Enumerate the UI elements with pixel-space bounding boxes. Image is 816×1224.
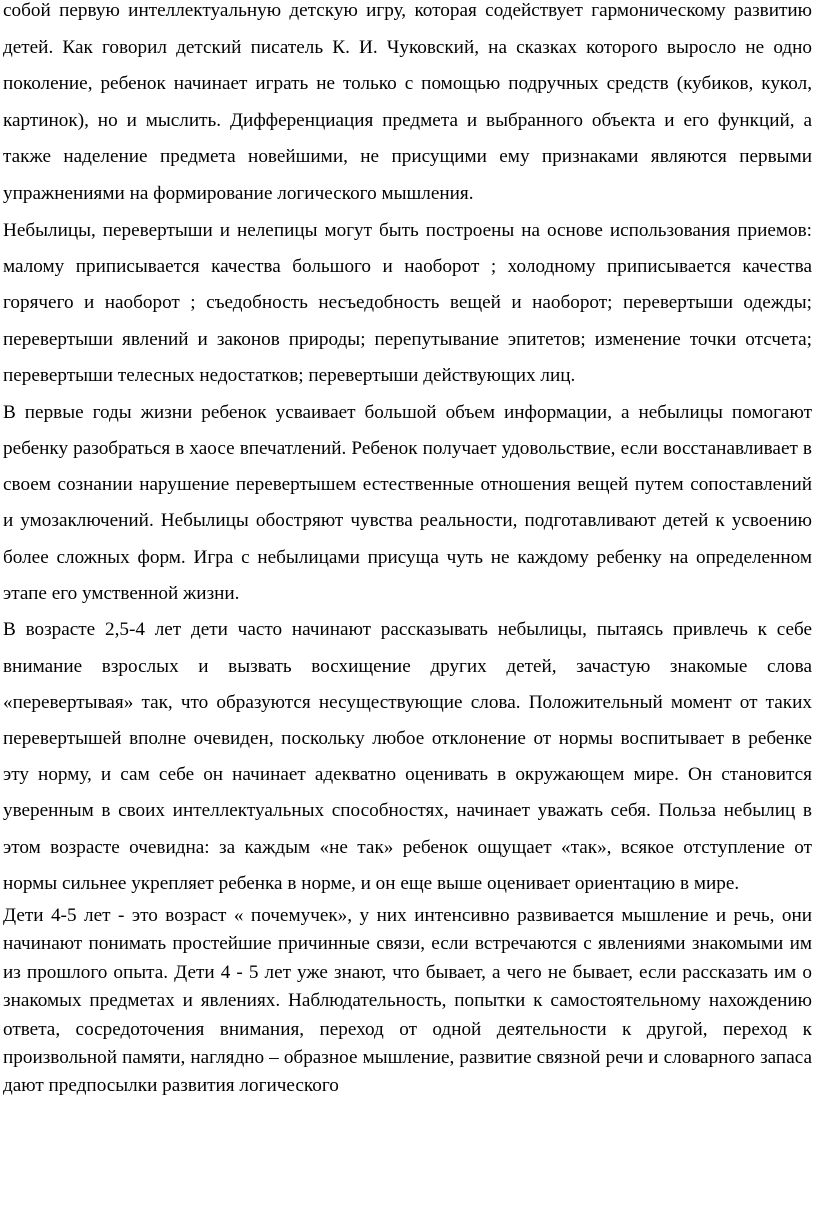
paragraph-continuation-logical-thinking: собой первую интеллектуальную детскую игру, которая содействует гармоническому развитию детей. Как говорил детский писатель К. И. Чуковский, на сказках которого выросло не одно поколение, ребенок начинает играть не только с помощью подручных средств (кубиков, кукол, картинок), но и мыслить. Дифференциация предмета и выбранного объекта и его функций, а также наделение предмета новейшими, не присущими ему признаками являются первыми упражнениями на формирование логического мышления.	[3, 0, 812, 204]
paragraph-nonsense-techniques: Небылицы, перевертыши и нелепицы могут быть построены на основе использования приемов: малому приписывается качества большого и наоборот ; холодному приписывается качества горячего и наоборот ; съедобность несъедобность вещей и наоборот; перевертыши одежды; перевертыши явлений и законов природы; перепутывание эпитетов; изменение точки отсчета; перевертыши телесных недостатков; перевертыши действующих лиц.	[3, 219, 812, 387]
paragraph-early-years: В первые годы жизни ребенок усваивает большой объем информации, а небылицы помогают ребенку разобраться в хаосе впечатлений. Ребенок получает удовольствие, если восстанавливает в своем сознании нарушение перевертышем естественные отношения вещей путем сопоставлений и умозаключений. Небылицы обостряют чувства реальности, подготавливают детей к усвоению более сложных форм. Игра с небылицами присуща чуть не каждому ребенку на определенном этапе его умственной жизни.	[3, 401, 812, 605]
paragraph-age-4-to-5: Дети 4-5 лет - это возраст « почемучек», у них интенсивно развивается мышление и речь, они начинают понимать простейшие причинные связи, если встречаются с явлениями знакомыми им из прошлого опыта. Дети 4 - 5 лет уже знают, что бывает, а чего не бывает, если рассказать им о знакомых предметах и явлениях. Наблюдательность, попытки к самостоятельному нахождению ответа, сосредоточения внимания, переход от одной деятельности к другой, переход к произвольной памяти, наглядно – образное мышление, развитие связной речи и словарного запаса дают предпосылки развития логического	[3, 905, 812, 1097]
paragraph-age-2-5-to-4: В возрасте 2,5-4 лет дети часто начинают рассказывать небылицы, пытаясь привлечь к себе внимание взрослых и вызвать восхищение других детей, зачастую знакомые слова «перевертывая» так, что образуются несуществующие слова. Положительный момент от таких перевертышей вполне очевиден, поскольку любое отклонение от нормы воспитывает в ребенке эту норму, и сам себе он начинает адекватно оценивать в окружающем мире. Он становится уверенным в своих интеллектуальных способностях, начинает уважать себя. Польза небылиц в этом возрасте очевидна: за каждым «не так» ребенок ощущает «так», всякое отступление от нормы сильнее укрепляет ребенка в норме, и он еще выше оценивает ориентацию в мире.	[3, 619, 812, 894]
